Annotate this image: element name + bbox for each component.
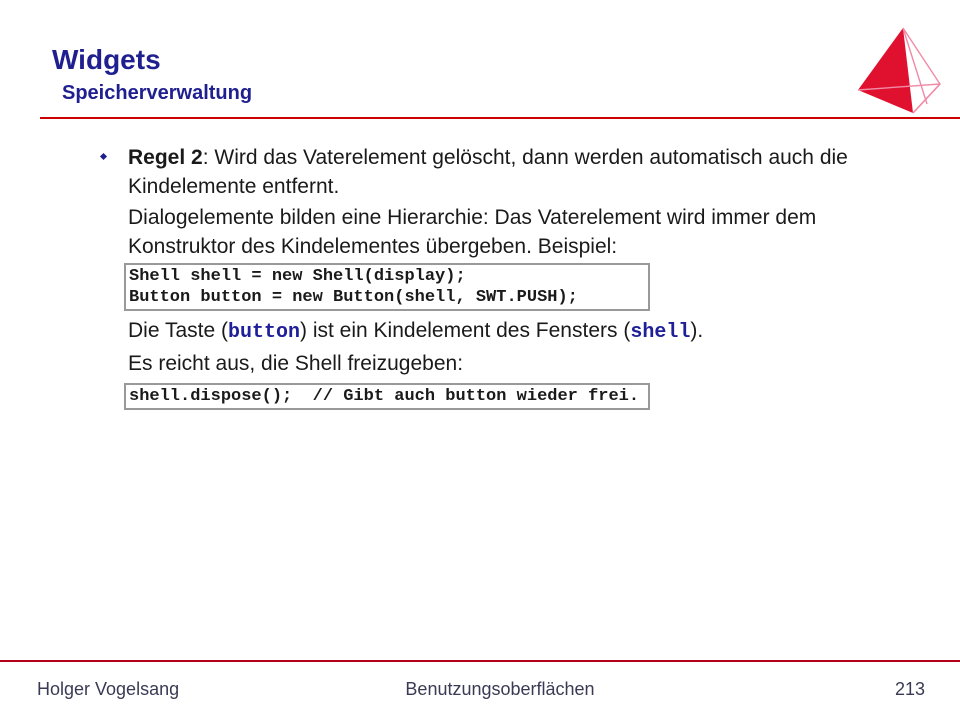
rule-line-2: Kindelemente entfernt.	[128, 175, 340, 198]
footer-course: Benutzungsoberflächen	[405, 679, 595, 699]
code-line: Button button = new Button(shell, SWT.PUSH);	[129, 288, 578, 307]
child-note-text: Die Taste (	[128, 319, 228, 342]
footer-author: Holger Vogelsang	[37, 679, 180, 699]
child-note-text: ) ist ein Kindelement des Fensters (	[300, 319, 631, 342]
inline-code-shell: shell	[630, 321, 691, 344]
code-line: shell.dispose(); // Gibt auch button wieder frei.	[129, 387, 640, 406]
child-note	[128, 316, 703, 347]
dispose-code-block	[124, 383, 650, 410]
dispose-note: Es reicht aus, die Shell freizugeben:	[128, 352, 464, 375]
hierarchy-line-2: Konstruktor des Kindelementes übergeben. Beispiel:	[128, 235, 618, 258]
inline-code-button: button	[228, 321, 301, 344]
diamond-bullet-icon	[100, 153, 107, 160]
hierarchy-line-1: Dialogelemente bilden eine Hierarchie: Das Vaterelement wird immer dem	[128, 206, 817, 229]
header-divider	[40, 117, 960, 119]
slide-subtitle: Speicherverwaltung	[62, 82, 253, 104]
example-code-block	[124, 263, 650, 311]
rule-line-1	[128, 143, 848, 172]
rule-label: Regel 2	[128, 146, 203, 169]
page-number: 213	[894, 679, 925, 699]
child-note-text: ).	[690, 319, 704, 342]
footer-divider	[0, 660, 960, 662]
rule-text-1: : Wird das Vaterelement gelöscht, dann werden automatisch auch die	[202, 146, 848, 169]
slide-title: Widgets	[52, 44, 161, 75]
sail-logo-icon	[850, 22, 950, 118]
code-line: Shell shell = new Shell(display);	[129, 267, 466, 286]
